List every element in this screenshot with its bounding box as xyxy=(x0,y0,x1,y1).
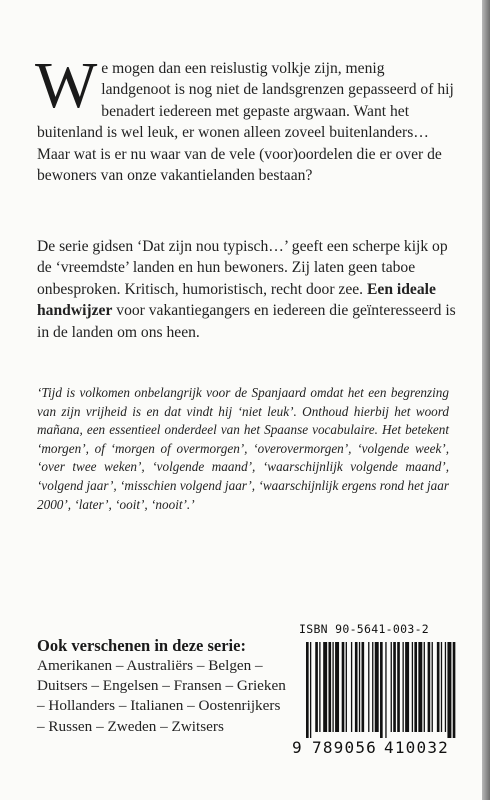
barcode-bar xyxy=(432,642,433,732)
barcode-bar xyxy=(342,642,345,732)
barcode-bar xyxy=(319,642,320,732)
barcode-digits xyxy=(292,738,460,756)
barcode-bar xyxy=(447,642,451,738)
barcode-bar xyxy=(328,642,331,732)
intro-paragraph xyxy=(35,49,457,186)
barcode-bar xyxy=(428,642,431,732)
barcode-bar xyxy=(346,642,347,732)
barcode-bar xyxy=(306,642,309,738)
series-country-list: Amerikanen – Australiërs – Belgen – Duitsers – Engelsen – Fransen – Grieken – Hollanders – Italianen – Oostenrijkers – Russen – Zweden – Zwitsers xyxy=(37,657,286,735)
barcode-bar xyxy=(412,642,413,732)
barcode-digit-group-left: 789056 xyxy=(312,738,377,757)
description-text-end: voor vakantiegangers en iedereen die geïnteresseerd is in de landen om ons heen. xyxy=(37,302,456,341)
barcode-bar xyxy=(445,642,446,732)
page-edge xyxy=(482,0,490,800)
barcode-digit-prefix: 9 xyxy=(292,738,302,757)
barcode-bar xyxy=(368,642,369,732)
description-text: De serie gidsen ‘Dat zijn nou typisch…’ geeft een scherpe kijk op de ‘vreemdste’ landen en hun bewoners. Zij laten geen taboe onbesproken. Kritisch, humoristisch, recht door zee. xyxy=(37,238,448,298)
barcode-bar xyxy=(323,642,327,732)
barcode-bar xyxy=(355,642,358,732)
barcode-bar xyxy=(424,642,425,732)
barcode-bar xyxy=(310,642,311,738)
barcode-bar xyxy=(375,642,379,732)
barcode-bar xyxy=(391,642,392,732)
barcode-bar xyxy=(405,642,409,732)
barcode-bar xyxy=(393,642,396,732)
barcode-bar xyxy=(418,642,422,732)
barcode-digit-group-right: 410032 xyxy=(384,738,449,757)
barcode-image xyxy=(306,642,458,738)
barcode-bar xyxy=(315,642,318,732)
description-highlight: Een ideale handwijzer xyxy=(37,280,436,320)
barcode-bar xyxy=(397,642,400,732)
barcode-bar xyxy=(453,642,456,738)
barcode-bar xyxy=(402,642,403,732)
intro-text: e mogen dan een reislustig volkje zijn, menig landgenoot is nog niet de landsgrenzen gepasseerd of hij benadert iedereen met gepaste argwaan. Want het buitenland is wel leuk, er wonen alleen zoveel buitenlanders… Maar wat is er nu waar van de vele (voor)oordelen die er over de bewoners van onze vakantielanden bestaan? xyxy=(37,60,454,185)
series-description xyxy=(37,236,457,343)
drop-cap-letter: W xyxy=(35,49,98,122)
barcode-bar xyxy=(385,642,386,738)
barcode-bar xyxy=(414,642,417,732)
barcode-bar xyxy=(362,642,365,732)
series-heading: Ook verschenen in deze serie: xyxy=(37,636,246,655)
barcode-bar xyxy=(372,642,373,732)
barcode-bar xyxy=(335,642,339,732)
barcode-bar xyxy=(441,642,442,732)
barcode-bar xyxy=(351,642,352,732)
barcode-bar xyxy=(332,642,333,732)
barcode-bar xyxy=(359,642,360,732)
barcode-bar xyxy=(437,642,440,732)
barcode-bar xyxy=(380,642,383,738)
isbn-label: ISBN 90-5641-003-2 xyxy=(299,622,430,636)
excerpt-quote: ‘Tijd is volkomen onbelangrijk voor de Spanjaard omdat het een begrenzing van zijn vrijheid is en dat vindt hij ‘niet leuk’. Onthoud hierbij het woord mañana, een essentieel onderdeel van het Spaanse vocabulaire. Het betekent ‘morgen’, of ‘morgen of overmorgen’, ‘overovermorgen’, ‘volgende week’, ‘over twee weken’, ‘volgende maand’, ‘waarschijnlijk volgende maand’, ‘volgend jaar’, ‘misschien volgend jaar’, ‘waarschijnlijk ergens rond het jaar 2000’, ‘later’, ‘ooit’, ‘nooit’.’ xyxy=(37,385,449,512)
